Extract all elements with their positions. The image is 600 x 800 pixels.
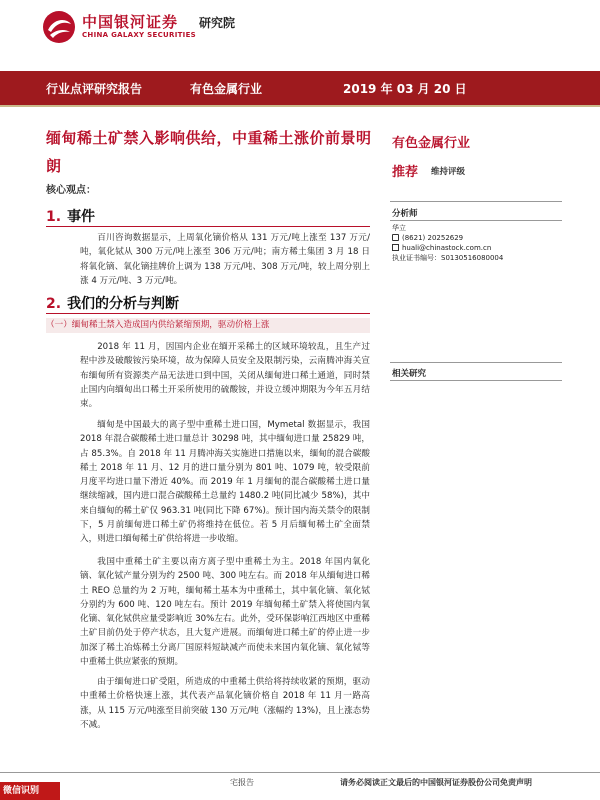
sidebar-divider [390,220,562,221]
footer-divider [0,772,600,773]
recommendation-label: 推荐 [392,165,419,180]
report-date: 2019 年 03 月 20 日 [343,82,467,96]
phone-icon [392,234,399,241]
body-paragraph: 缅甸是中国最大的离子型中重稀土进口国，Mymetal 数据显示，我国 2018 年混合碳酸稀土进口量总计 30298 吨，其中缅甸进口量 25829 吨，占 85.3%。自 2018 年 11 月腾冲海关实施进口措施以来，缅甸的混合碳酸稀土 2018 年 11 月、12 月的进口量分别为 801 吨、1079 吨，较受限前月度平均进口量下滑近 40%。而 2019 年 1 月缅甸的混合碳酸稀土进口量继续缩减，国内进口混合碳酸稀土总量约 1480.2 吨(同比减少 58%)，其中来自缅甸的稀土矿仅 963.31 吨(同比下降 67%)。预计国内海关禁令的限制下，5 月前缅甸进口稀土矿仍将维持在低位。若 5 月后缅甸稀土矿全面禁入，则进口缅甸稀土矿供给将进一步收缩。 [80,420,370,545]
subheading: （一）缅甸稀土禁入造成国内供给紧缩预期，驱动价格上涨 [46,320,270,330]
section-title: 我们的分析与判断 [67,296,180,312]
body-paragraph: 由于缅甸进口矿受阻，所造成的中重稀土供给将持续收紧的预期，驱动中重稀土价格快速上涨，其代表产品氧化镝价格自 2018 年 11 月一路高涨，从 115 万元/吨涨至目前突破 130 万元/吨（涨幅约 13%)，且上涨态势不减。 [80,677,370,730]
company-logo [42,10,196,44]
footer-disclaimer: 请务必阅读正文最后的中国银河证券股份公司免责声明 [340,778,532,787]
body-paragraph: 我国中重稀土矿主要以南方离子型中重稀土为主。2018 年国内氧化镝、氧化铽产量分别为约 2500 吨、300 吨左右。而 2018 年从缅甸进口稀土 REO 总量约为 2 万吨，缅甸稀土基本为中重稀土，其中氧化镝、氧化铽分别约为 600 吨、120 吨左右。预计 2019 年缅甸稀土矿禁入将使国内氧化镝、氧化铽供应量受影响近 30%左右。此外，受环保影响江西地区中重稀土矿目前仍处于停产状态，且大复产进展。而缅甸进口稀土矿的停止进一步加深了稀土冶炼稀土分离厂国原料短缺减产而使未来国内氧化镝、氧化铽等中重稀土供应紧张的预期。 [80,557,370,668]
footer-source: 宅报告 [230,778,254,787]
email-icon [392,244,399,251]
section-divider [46,226,370,227]
analyst-phone: (8621) 20252629 [402,234,464,242]
header-banner [0,71,600,105]
certificate-number: 执业证书编号：S0130516080004 [392,254,504,262]
analyst-email[interactable]: huali@chinastock.com.cn [402,244,492,252]
event-paragraph: 百川咨询数据显示，上周氧化镝价格从 131 万元/吨上涨至 137 万元/吨，氧化铽从 300 万元/吨上涨至 306 万元/吨；南方稀土集团 3 月 18 日将氧化镝、氧化镝挂牌价上调为 138 万元/吨、308 万元/吨，较上周分别上涨 4 万元/吨、3 万元/吨。 [80,233,370,286]
section-heading-event [46,206,95,226]
watermark-stamp: 微信识别 [0,782,60,800]
analyst-phone-row [392,233,463,243]
sidebar-divider [390,380,562,381]
logo-name-en: CHINA GALAXY SECURITIES [82,31,196,39]
related-research-heading: 相关研究 [392,369,427,379]
galaxy-logo-icon [42,10,76,44]
banner-industry: 有色金属行业 [190,82,263,96]
section-heading-analysis [46,293,179,313]
sidebar-divider [390,362,562,363]
analyst-email-row [392,243,491,253]
core-view-label: 核心观点： [46,185,96,196]
report-type: 行业点评研究报告 [46,82,143,96]
sidebar-divider [390,201,562,202]
section-number: 1. [46,209,62,225]
sidebar-industry: 有色金属行业 [392,136,471,151]
section-title: 事件 [67,209,96,225]
rating-label: 维持评级 [431,167,466,177]
body-paragraph: 2018 年 11 月，因国内企业在缅开采稀土的区域环境较乱，且生产过程中涉及破酸铵污染环境，故为保障人员安全及限制污染，云南腾冲海关宣布缅甸所有资源类产品无法进口到中国，关闭从缅甸进口稀土通道，同时禁止国内向缅甸出口稀土开采所使用的硫酸铵，并设立缓冲期限为今年五月结束。 [80,342,370,410]
section-divider [46,313,370,314]
section-number: 2. [46,296,62,312]
analyst-name: 华立 [392,224,406,232]
report-title: 缅甸稀土矿禁入影响供给，中重稀土涨价前景明朗 [46,129,372,175]
logo-name-cn: 中国银河证券 [82,13,179,31]
institute-label: 研究院 [199,16,236,30]
banner-divider [0,105,600,107]
analyst-heading: 分析师 [392,209,418,219]
